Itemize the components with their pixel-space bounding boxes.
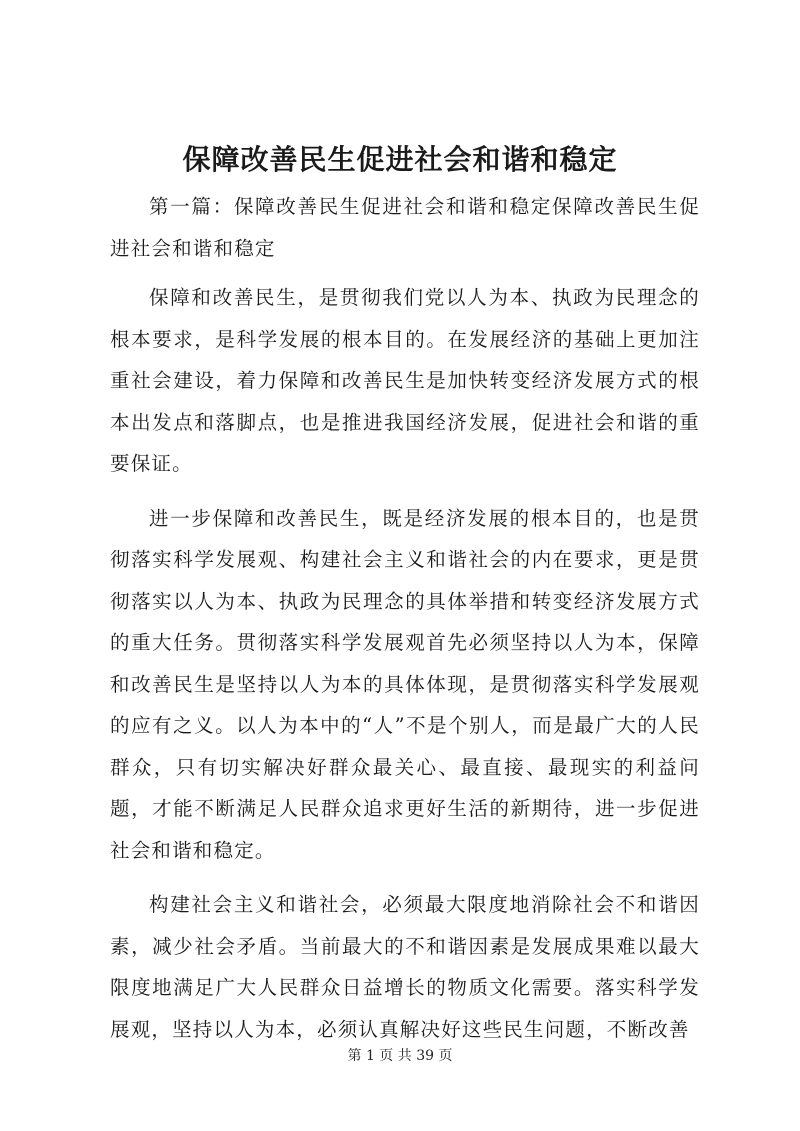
- document-body: [110, 186, 700, 1063]
- document-title: 保障改善民生促进社会和谐和稳定: [182, 143, 618, 176]
- paragraph-2: 保障和改善民生，是贯彻我们党以人为本、执政为民理念的根本要求，是科学发展的根本目的。在发展经济的基础上更加注重社会建设，着力保障和改善民生是加快转变经济发展方式的根本出发点和落脚点，也是推进我国经济发展，促进社会和谐的重要保证。: [110, 286, 700, 475]
- paragraph-4: 构建社会主义和谐社会，必须最大限度地消除社会不和谐因素，减少社会矛盾。当前最大的不和谐因素是发展成果难以最大限度地满足广大人民群众日益增长的物质文化需要。落实科学发展观，坚持以人为本，必须认真解决好这些民生问题，不断改善: [110, 893, 700, 1041]
- paragraph-1: 第一篇：保障改善民生促进社会和谐和稳定保障改善民生促进社会和谐和稳定: [110, 195, 700, 260]
- page-footer: 第 1 页 共 39 页: [347, 1048, 453, 1064]
- paragraph-3: 进一步保障和改善民生，既是经济发展的根本目的，也是贯彻落实科学发展观、构建社会主义和谐社会的内在要求，更是贯彻落实以人为本、执政为民理念的具体举措和转变经济发展方式的重大任务。贯彻落实科学发展观首先必须坚持以人为本，保障和改善民生是坚持以人为本的具体体现，是贯彻落实科学发展观的应有之义。以人为本中的“人”不是个别人，而是最广大的人民群众，只有切实解决好群众最关心、最直接、最现实的利益问题，才能不断满足人民群众追求更好生活的新期待，进一步促进社会和谐和稳定。: [110, 506, 700, 862]
